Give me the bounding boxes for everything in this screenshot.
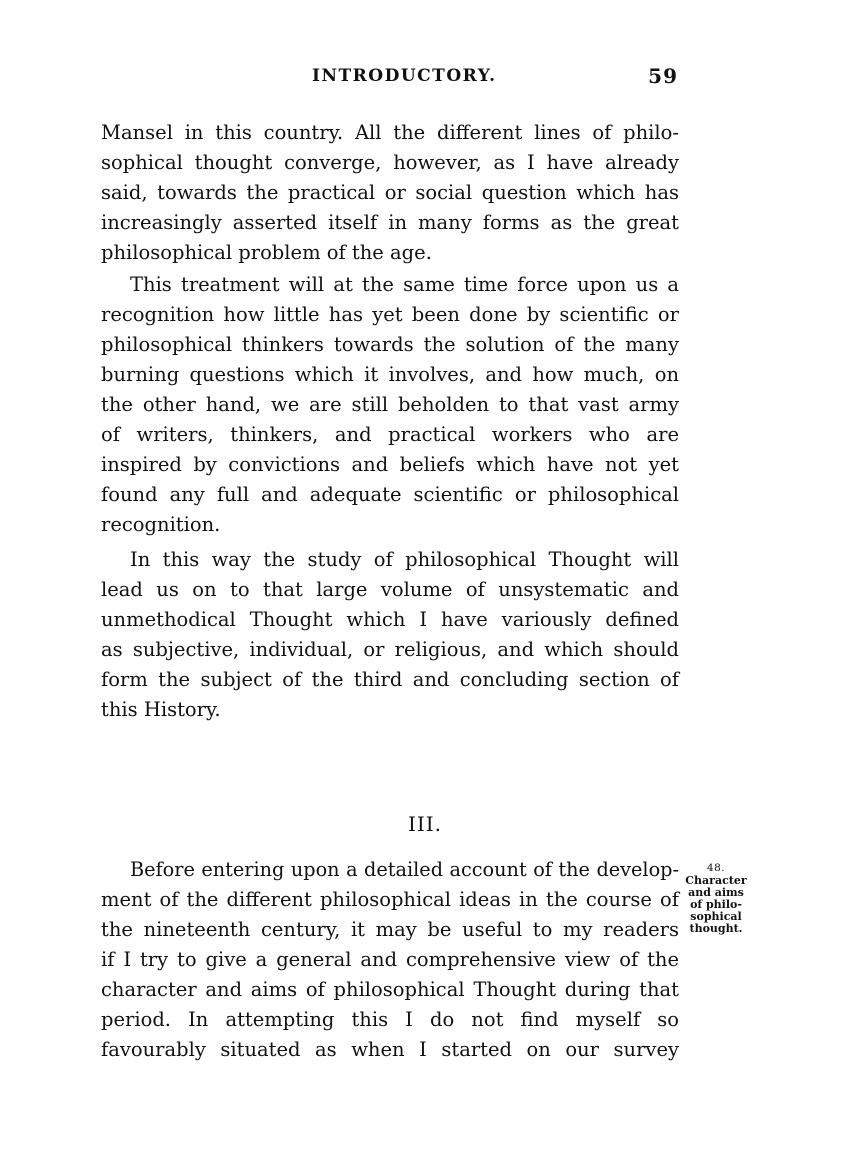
text-line: lead us on to that large volume of unsystematic and bbox=[101, 578, 679, 601]
text-line: This treatment will at the same time force upon us a bbox=[130, 273, 679, 296]
text-line: the nineteenth century, it may be useful to my readers bbox=[101, 918, 679, 941]
text-line: unmethodical Thought which I have variously defined bbox=[101, 608, 679, 631]
text-line: period. In attempting this I do not find myself so bbox=[101, 1008, 679, 1031]
running-header bbox=[100, 66, 680, 96]
text-line: inspired by convictions and beliefs which have not yet bbox=[101, 453, 679, 476]
text-line: In this way the study of philosophical Thought will bbox=[130, 548, 679, 571]
text-line: recognition how little has yet been done by scientific or bbox=[101, 303, 679, 326]
text-line: philosophical problem of the age. bbox=[101, 241, 432, 264]
text-line: recognition. bbox=[101, 513, 221, 536]
section-heading: III. bbox=[407, 812, 443, 836]
text-line: found any full and adequate scientific or philosophical bbox=[101, 483, 679, 506]
text-line: burning questions which it involves, and how much, on bbox=[101, 363, 679, 386]
marginal-note bbox=[678, 862, 754, 935]
text-line: this History. bbox=[101, 698, 221, 721]
text-line: if I try to give a general and comprehensive view of the bbox=[101, 948, 679, 971]
page-number: 59 bbox=[648, 64, 678, 88]
text-line: Mansel in this country. All the different lines of philo- bbox=[101, 121, 679, 144]
text-line: said, towards the practical or social question which has bbox=[101, 181, 679, 204]
text-line: of writers, thinkers, and practical workers who are bbox=[101, 423, 679, 446]
text-line: character and aims of philosophical Thought during that bbox=[101, 978, 679, 1001]
marginal-note-line: Character bbox=[685, 874, 747, 887]
marginal-note-line: sophical bbox=[690, 910, 742, 923]
marginal-note-line: and aims bbox=[688, 886, 744, 899]
text-line: philosophical thinkers towards the solution of the many bbox=[101, 333, 679, 356]
text-line: the other hand, we are still beholden to that vast army bbox=[101, 393, 679, 416]
marginal-note-line: thought. bbox=[689, 922, 743, 935]
marginal-note-line: of philo- bbox=[690, 898, 742, 911]
text-line: sophical thought converge, however, as I have already bbox=[101, 151, 679, 174]
text-line: form the subject of the third and concluding section of bbox=[101, 668, 679, 691]
marginal-note-number: 48. bbox=[706, 862, 726, 874]
text-line: as subjective, individual, or religious, and which should bbox=[101, 638, 679, 661]
header-title: INTRODUCTORY. bbox=[312, 66, 497, 86]
text-line: Before entering upon a detailed account of the develop- bbox=[130, 858, 679, 881]
text-line: favourably situated as when I started on our survey bbox=[101, 1038, 679, 1061]
text-line: increasingly asserted itself in many forms as the great bbox=[101, 211, 679, 234]
text-line: ment of the different philosophical ideas in the course of bbox=[101, 888, 679, 911]
